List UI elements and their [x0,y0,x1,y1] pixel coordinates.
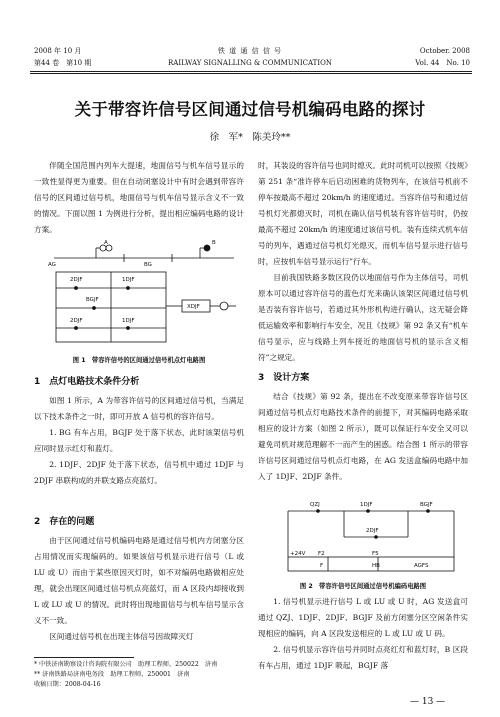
figure-2-circuit [258,497,468,579]
section-2-title: 2 存在的问题 [34,517,95,527]
journal-name: 铁 道 通 信 信 号 [217,47,283,55]
label-xdjf: XDJF [187,304,200,310]
label-plus24: +24V [290,551,306,557]
section-2-p2: 区间通过信号机在出现主体信号因故障灭灯 [49,632,194,641]
right-col-top [258,158,468,366]
journal-name-en: RAILWAY SIGNALLING & COMMUNICATION [168,59,332,67]
journal-date-en: October. 2008 [419,47,470,55]
intro-text: 伴随全国范围内列车大提速，地面信号与机车信号显示的一致性显得更为重要。但在自动闭塞设计中有时会遇到带容许信号的区间通过信号机，地面信号与机车信号显示含义不一致的情况。下面以图 1 为例进行分析，提出相应编码电路的设计方案。 [34,161,244,234]
right-p5: 2. 信号机显示容许信号并同时点亮红灯和蓝灯时，B 区段有车占用，通过 1DJF 吸起，BGJF 落 [258,645,468,670]
label-bgjf: BGJF [86,297,99,303]
right-col-bottom [258,594,468,674]
label-bg: BG [144,262,152,268]
footnote-rule [34,657,134,658]
journal-volume-en: Vol. 44 No. 10 [415,59,470,67]
section-1-p2: 1. BG 有车占用，BGJF 处于落下状态，此时该架信号机应同时显示红灯和蓝灯。 [34,428,244,453]
label-f2: F2 [318,551,325,557]
right-p2: 目前我国铁路多数区段仍以地面信号作为主体信号，司机原本可以通过容许信号的蓝色灯光来确认该架区间通过信号机是否装有容许信号，若通过其外形机构进行确认，这无疑会降低运输效率和影响行车安全，况且《技规》第 92 条又有“机车信号显示，应与线路上列车接近的地面信号机的显示含义相符”之规定。 [258,273,468,362]
lamp-symbol [220,302,228,310]
label-f5: F5 [372,551,379,557]
footnote-1: * 中铁济南勘察设计咨询院有限公司 助理工程师，250022 济南 [34,661,218,668]
section-2-body [34,533,244,645]
section-3-body [258,389,468,485]
right-p4: 1. 信号机显示进行信号 L 或 LU 或 U 时，AG 发送盒可通过 QZJ、1DJF、2DJF、BGJF 及前方闭塞分区空闲条件实现相应的编码，向 A 区段发送相应的 L 或 LU 或 U 码。 [258,597,468,638]
footnotes [34,660,249,690]
right-p1: 时，其装设的容许信号也同时熄灭。此时司机可以按照《技规》第 251 条“准许停车后启动困难的货物列车，在该信号机前不停车按最高不超过 20km/h 的速度通过。当容许信号和通过信号机灯光都熄灭时，司机在确认信号机装有容许信号时，仍按最高不超过 20km/h 的速度通过该信号机。装有连续式机车信号的列车，遇通过信号机灯光熄灭，而机车信号显示进行信号时，应按机车信号显示运行”行车。 [258,161,468,266]
section-1-body [34,393,244,489]
label-f: F [320,563,324,569]
section-3-title: 3 设计方案 [258,373,310,383]
section-1-title: 1 点灯电路技术条件分析 [34,377,140,387]
label-1djf-bottom: 1DJF [122,318,135,324]
label-agfs: AGFS [414,563,429,569]
figure-2-caption: 图 2 带容许信号区间通过信号机编码电路图 [299,583,427,590]
label-1djf: 1DJF [360,502,373,508]
label-2djf: 2DJF [366,528,379,534]
label-1djf-top: 1DJF [122,277,135,283]
label-b: B [212,240,216,246]
label-bgjf: BGJF [420,502,433,508]
section-1-p1: 如图 1 所示，A 为带容许信号的区间通过信号机，当满足以下技术条件之一时，即可开放 A 信号机的容许信号。 [34,396,244,421]
journal-volume: 第44 卷 第10 期 [34,59,92,67]
journal-date: 2008 年 10 月 [34,47,82,55]
article-authors: 徐 军* 陈美玲** [209,132,291,143]
section-2-p1: 由于区间通过信号机编码电路是通过信号机内方闭塞分区占用情况而实现编码的。如果该信号机显示进行信号（L 或 LU 或 U）而由于某些原因灭灯时，如不对编码电路做相应处理，就会出现区间通过信号机点亮蓝灯，而 A 区段内却接收到 L 或 LU 或 U 的情况。此时将出现地面信号与机车信号显示含义不一致。 [34,536,244,625]
figure-1-caption: 图 1 带容许信号的区间通过信号机点灯电路图 [72,357,206,364]
right-p3: 结合《技规》第 92 条，提出在不改变原来带容许信号区间通过信号机点灯电路技术条件的前提下，对其编码电路采取相应的设计方案（如图 2 所示），既可以保证行车安全又可以避免司机对规范理解不一而产生的困惑。结合图 1 所示的带容许信号区间通过信号机点灯电路，在 AG 发送盒编码电路中加入了 1DJF、2DJF 条件。 [258,392,468,481]
intro-paragraph [34,158,244,238]
section-1-p3: 2. 1DJF、2DJF 处于落下状态，信号机中通过 1DJF 与 2DJF 串联构成的并联支路点亮蓝灯。 [34,460,244,485]
label-2djf-top: 2DJF [70,277,83,283]
label-a: A [104,240,108,246]
article-title: 关于带容许信号区间通过信号机编码电路的探讨 [74,100,426,119]
label-qzj: QZJ [310,502,320,508]
footnote-2: ** 济南铁路局济南电务段 助理工程师，250001 济南 [34,671,190,678]
label-2djf-bottom: 2DJF [70,318,83,324]
agfs-box [288,557,454,571]
header-rule-2 [30,73,472,74]
received-date: 收稿日期：2008-04-16 [34,681,101,688]
page-number: — 13 — [410,697,446,707]
label-hb: HB [372,563,380,569]
figure-1-circuit [34,236,244,354]
label-ag: AG [48,262,56,268]
header-rule [30,71,472,72]
